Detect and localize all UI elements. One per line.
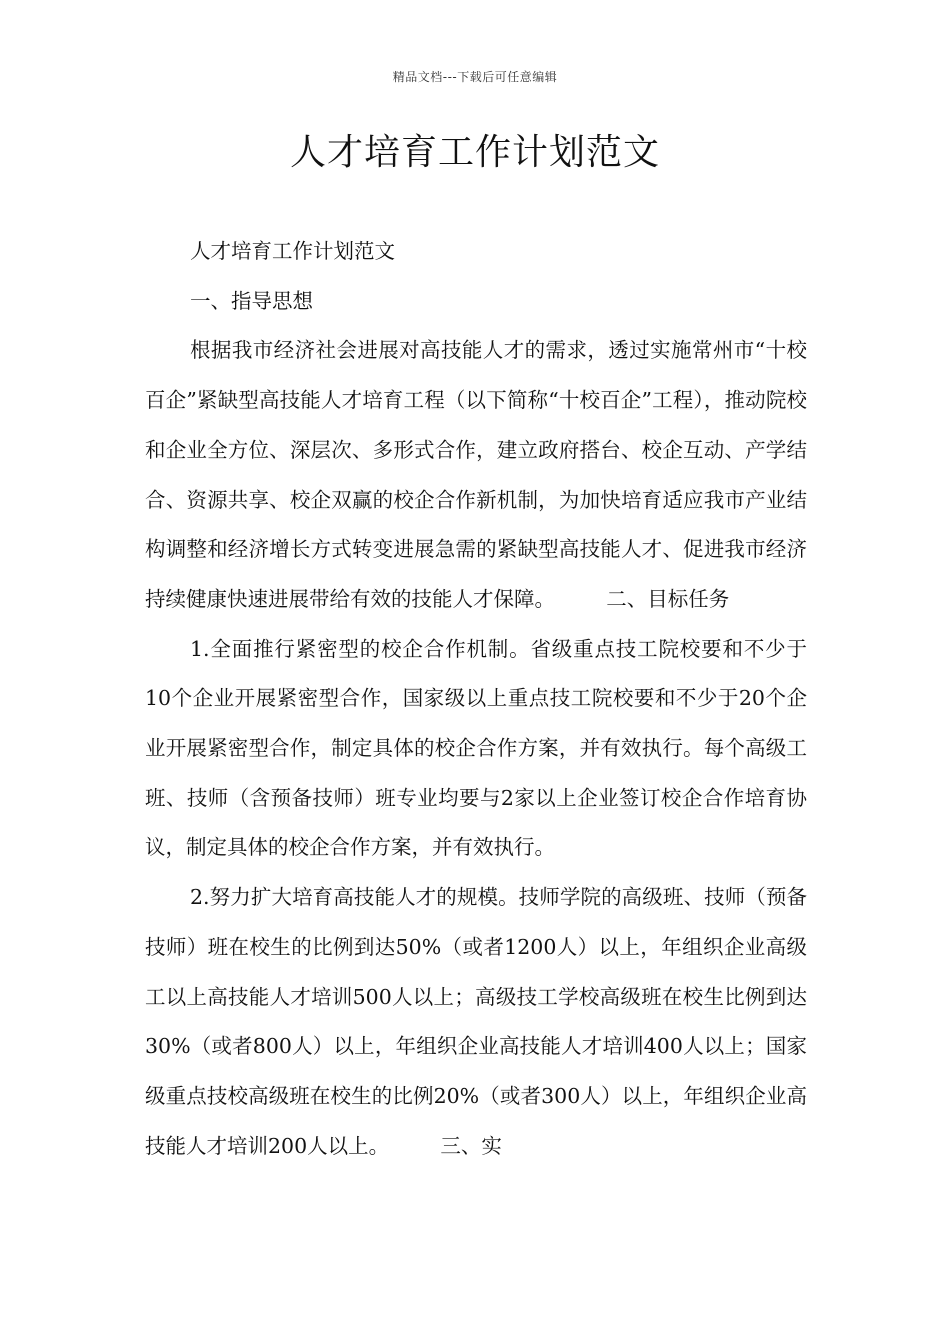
header-note: 精品文档---下载后可任意编辑 xyxy=(392,70,558,84)
paragraph-heading-guiding-ideology: 一、指导思想 xyxy=(190,288,313,313)
document-title: 人才培育工作计划范文 xyxy=(289,132,660,173)
paragraph-goal-1: 1.全面推行紧密型的校企合作机制。省级重点技工院校要和不少于10个企业开展紧密型合作，国家级以上重点技工院校要和不少于20个企业开展紧密型合作，制定具体的校企合作方案，并有效执行。每个高级工班、技师（含预备技师）班专业均要与2家以上企业签订校企合作培育协议，制定具体的校企合作方案，并有效执行。 xyxy=(145,636,807,860)
paragraph-guiding-ideology-text: 根据我市经济社会进展对高技能人才的需求，透过实施常州市“十校百企”紧缺型高技能人才培育工程（以下简称“十校百企”工程），推动院校和企业全方位、深层次、多形式合作，建立政府搭台、校企互动、产学结合、资源共享、校企双赢的校企合作新机制，为加快培育适应我市产业结构调整和经济增长方式转变进展急需的紧缺型高技能人才、促进我市经济持续健康快速进展带给有效的技能人才保障。 二、目标任务 xyxy=(145,338,807,611)
paragraph-goal-2: 2.努力扩大培育高技能人才的规模。技师学院的高级班、技师（预备技师）班在校生的比例到达50%（或者1200人）以上，年组织企业高级工以上高技能人才培训500人以上；高级技工学校高级班在校生比例到达30%（或者800人）以上，年组织企业高技能人才培训400人以上；国家级重点技校高级班在校生的比例20%（或者300人）以上，年组织企业高技能人才培训200人以上。 三、实 xyxy=(145,885,807,1158)
document-body xyxy=(145,227,807,1171)
paragraph-subtitle: 人才培育工作计划范文 xyxy=(190,239,395,263)
